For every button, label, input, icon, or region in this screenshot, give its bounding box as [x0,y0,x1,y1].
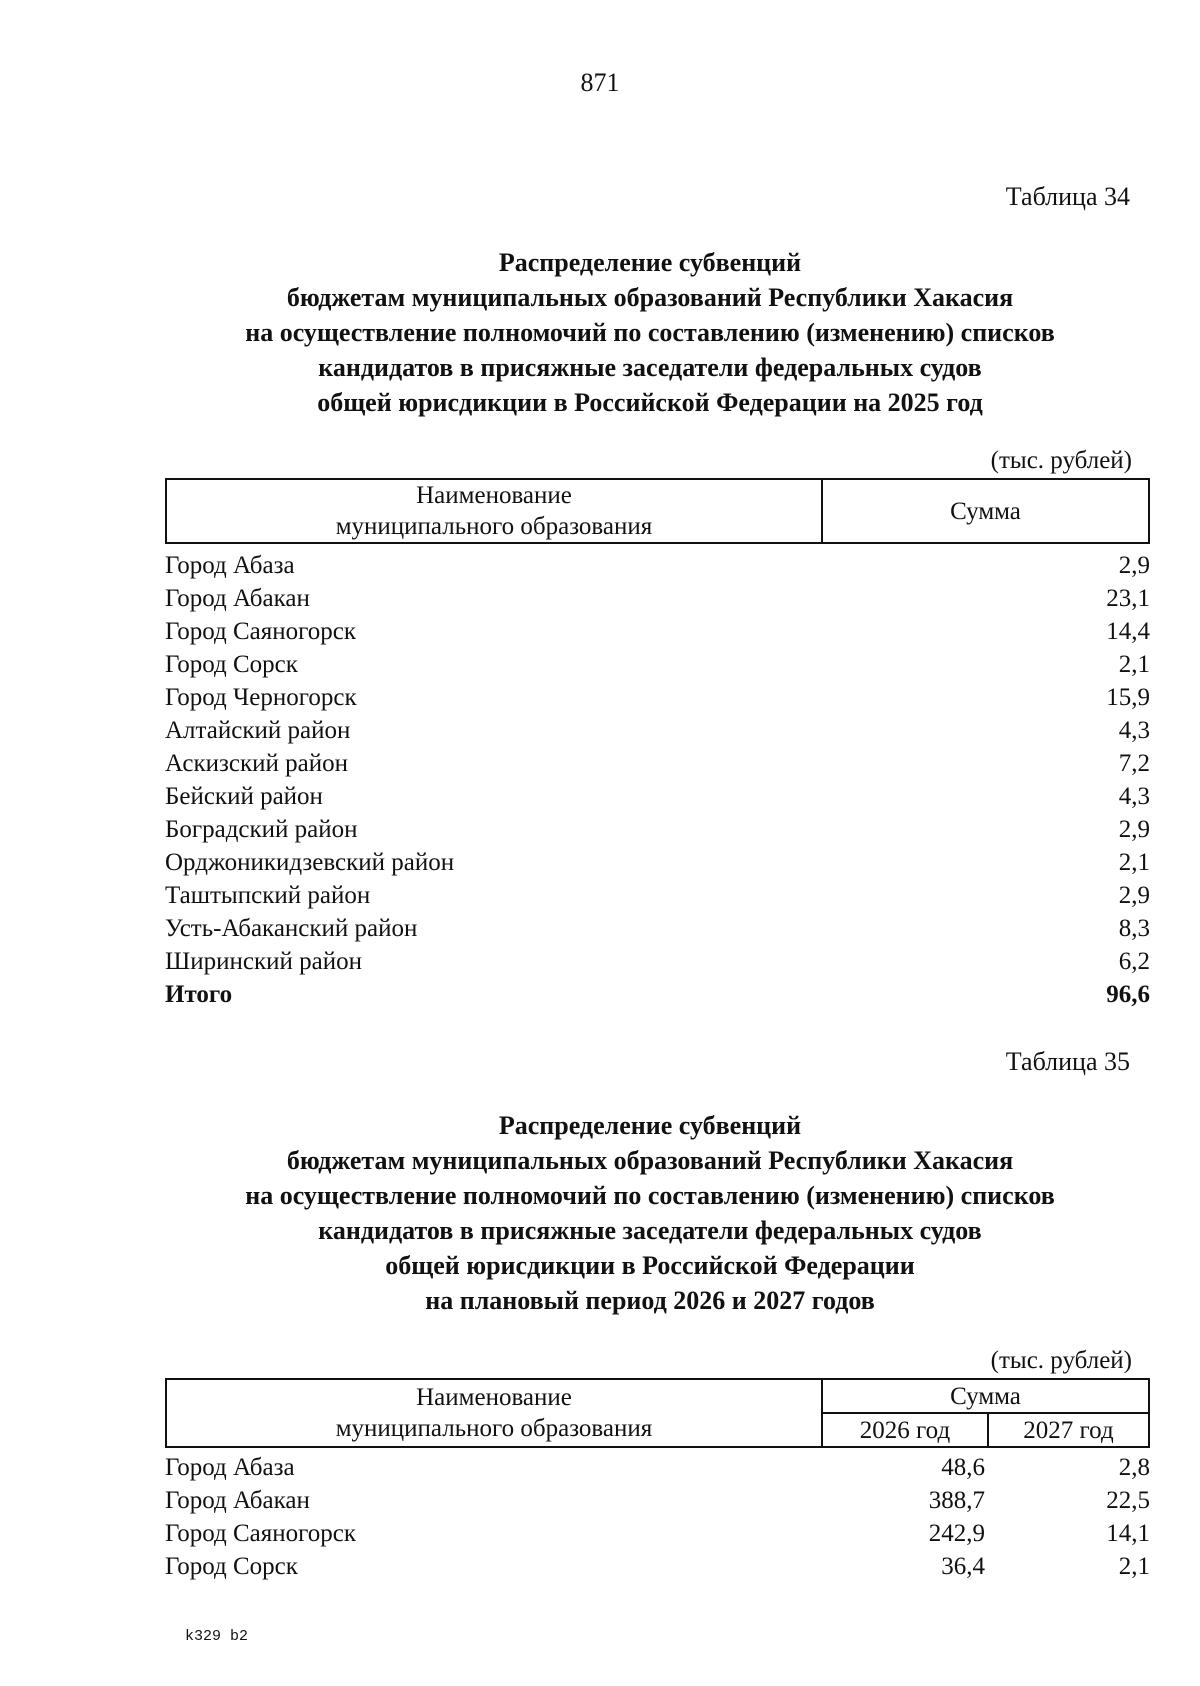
row-value: 4,3 [1118,717,1150,744]
footer-code: k329 b2 [185,1628,249,1645]
row-name: Город Черногорск [165,684,357,711]
table-34-body [165,549,1150,1011]
row-name: Город Абаза [165,1454,295,1481]
table-row [165,648,1150,681]
header-name-cell [166,1379,822,1447]
page-number: 871 [580,68,620,97]
title-line: кандидатов в присяжные заседатели федеральных судов [318,353,982,382]
table-34-title [150,245,1150,420]
table-row [165,549,1150,582]
row-value: 23,1 [1106,585,1150,612]
table-row [165,846,1150,879]
row-name: Бейский район [165,783,323,810]
row-value: 2,9 [1118,816,1150,843]
table-35-label: Таблица 35 [1005,1047,1130,1076]
row-value: 2,9 [1118,882,1150,909]
row-name: Город Сорск [165,1553,298,1580]
table-34-header [165,478,1150,544]
row-value-2027: 14,1 [1106,1520,1150,1547]
header-name-line1: Наименование [416,482,572,509]
header-name-cell [166,479,822,543]
table-35-unit: (тыс. рублей) [990,1347,1132,1374]
row-name: Город Сорск [165,651,298,678]
table-row [165,582,1150,615]
table-row [165,1550,1150,1583]
table-row [165,780,1150,813]
table-row [165,1484,1150,1517]
title-line: на плановый период 2026 и 2027 годов [425,1286,875,1315]
title-line: бюджетам муниципальных образований Республики Хакасия [286,283,1014,312]
title-line: общей юрисдикции в Российской Федерации на 2025 год [317,388,983,417]
total-row [165,978,1150,1011]
header-sum-cell: Сумма [822,1379,1149,1413]
table-35-body [165,1451,1150,1583]
header-year-2027: 2027 год [988,1413,1149,1447]
header-name-line2: муниципального образования [335,513,653,540]
row-value: 2,1 [1118,651,1150,678]
row-value: 4,3 [1118,783,1150,810]
title-line: Распределение субвенций [498,1111,802,1140]
row-name: Боградский район [165,816,358,843]
total-value: 96,6 [1106,981,1150,1008]
row-value-2027: 22,5 [1106,1487,1150,1514]
row-value-2026: 36,4 [941,1553,985,1580]
row-value: 2,9 [1118,552,1150,579]
row-name: Аскизский район [165,750,349,777]
row-value-2026: 242,9 [928,1520,985,1547]
table-34-label: Таблица 34 [1005,182,1130,211]
table-row [165,681,1150,714]
row-name: Усть-Абаканский район [165,915,418,942]
title-line: на осуществление полномочий по составлению (изменению) списков [245,1181,1055,1210]
row-name: Город Саяногорск [165,618,357,645]
row-name: Город Абакан [165,1487,310,1514]
table-row [165,879,1150,912]
row-value: 7,2 [1118,750,1150,777]
row-value: 15,9 [1106,684,1150,711]
title-line: общей юрисдикции в Российской Федерации [385,1251,915,1280]
row-value: 6,2 [1118,948,1150,975]
row-name: Город Саяногорск [165,1520,357,1547]
table-row [165,813,1150,846]
title-line: бюджетам муниципальных образований Республики Хакасия [286,1146,1014,1175]
row-value-2027: 2,1 [1118,1553,1150,1580]
table-35-title [150,1108,1150,1318]
row-name: Орджоникидзевский район [165,849,455,876]
row-value: 2,1 [1118,849,1150,876]
row-name: Город Абакан [165,585,310,612]
row-value-2026: 48,6 [941,1454,985,1481]
table-row [165,615,1150,648]
header-name-line1: Наименование [416,1384,572,1411]
table-row [165,714,1150,747]
header-sum-cell: Сумма [822,479,1149,543]
row-value: 14,4 [1106,618,1150,645]
table-35-header [165,1378,1150,1448]
table-row [165,1517,1150,1550]
row-name: Город Абаза [165,552,295,579]
row-name: Таштыпский район [165,882,371,909]
table-34-unit: (тыс. рублей) [990,447,1132,474]
row-value: 8,3 [1118,915,1150,942]
header-name-line2: муниципального образования [335,1415,653,1442]
row-value-2027: 2,8 [1118,1454,1150,1481]
row-value-2026: 388,7 [928,1487,985,1514]
table-row [165,912,1150,945]
title-line: Распределение субвенций [498,248,802,277]
row-name: Алтайский район [165,717,351,744]
table-row [165,945,1150,978]
title-line: на осуществление полномочий по составлению (изменению) списков [245,318,1055,347]
row-name: Ширинский район [165,948,362,975]
title-line: кандидатов в присяжные заседатели федеральных судов [318,1216,982,1245]
table-row [165,747,1150,780]
total-name: Итого [165,981,233,1008]
header-year-2026: 2026 год [822,1413,988,1447]
table-row [165,1451,1150,1484]
